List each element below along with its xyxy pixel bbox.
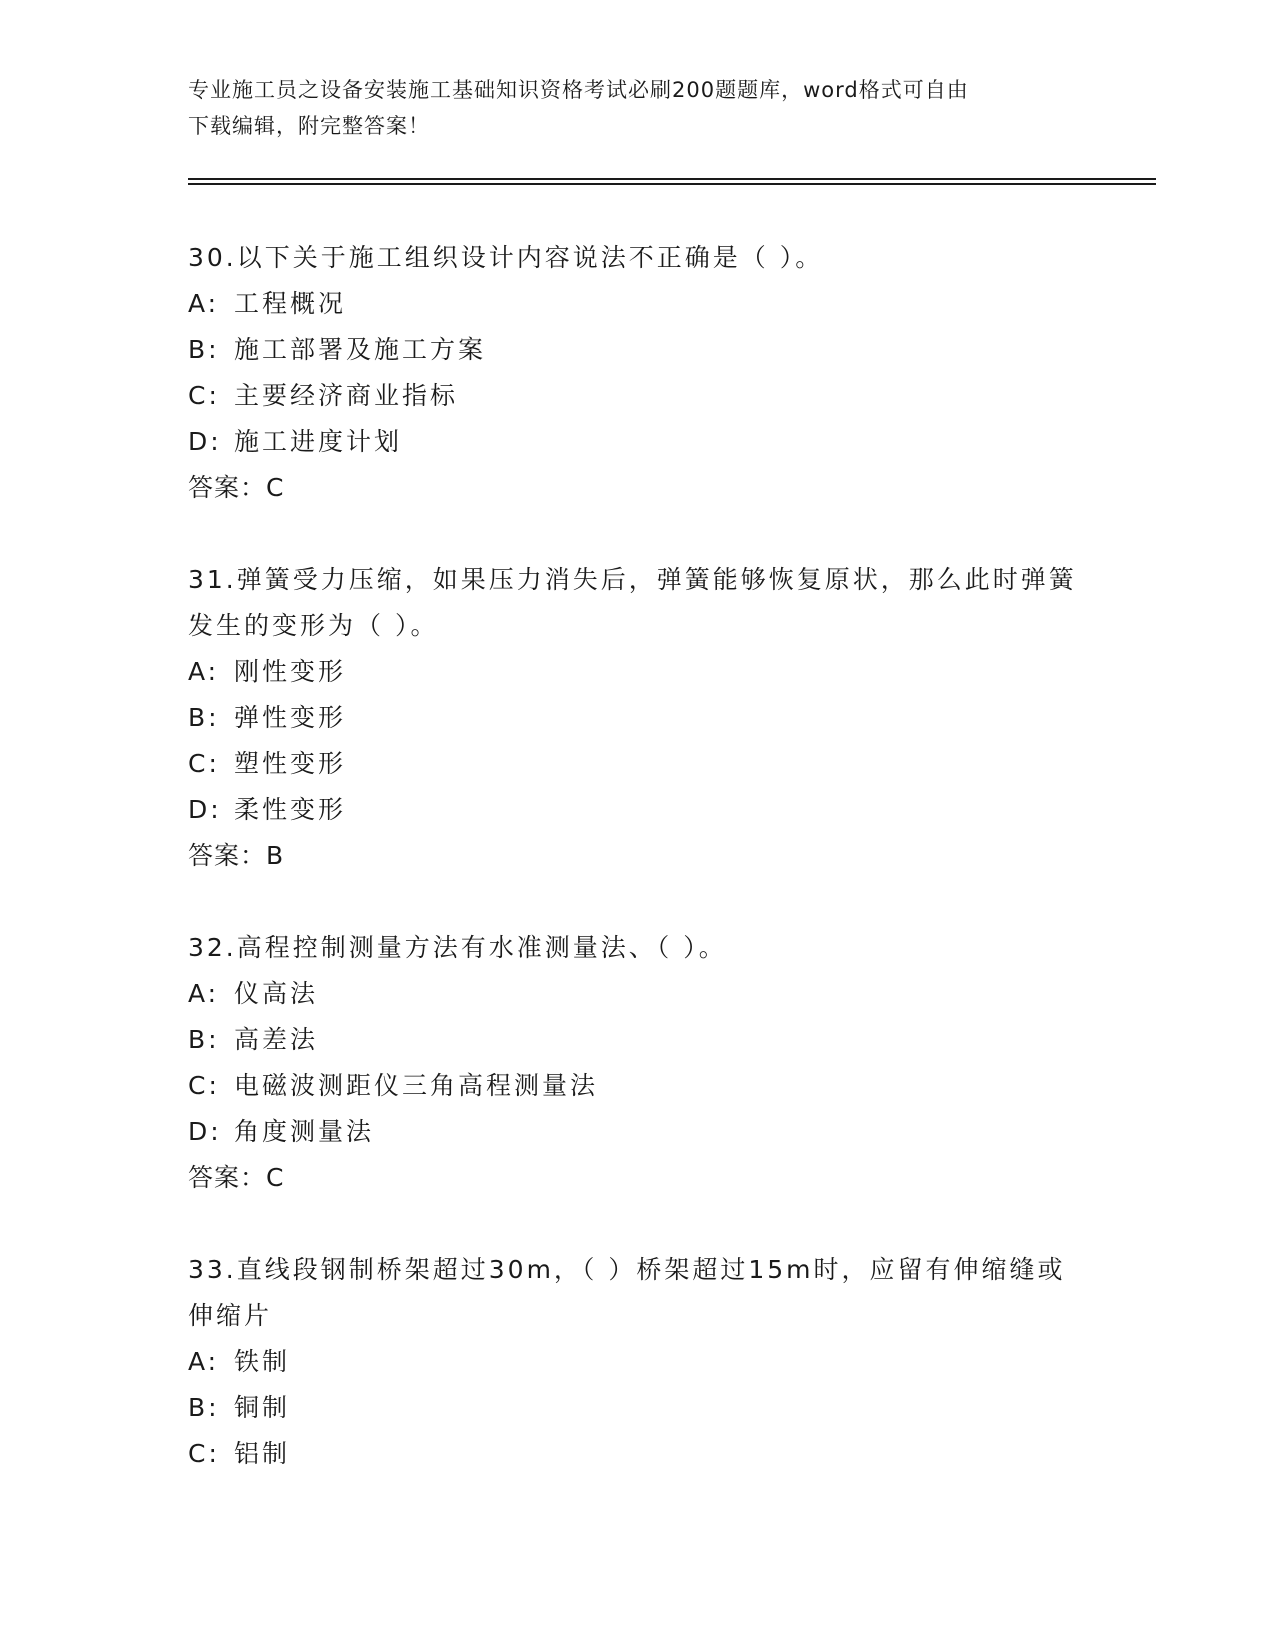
option-text: 角度测量法: [234, 1117, 375, 1146]
option-d: [188, 1109, 1088, 1155]
option-letter: B:: [188, 1025, 220, 1054]
option-letter: B:: [188, 335, 220, 364]
option-c: [188, 1431, 1088, 1477]
answer-line: 答案：C: [188, 473, 285, 502]
question-stem: 33.直线段钢制桥架超过30m，（ ）桥架超过15m时，应留有伸缩缝或伸缩片: [188, 1255, 1066, 1330]
option-letter: A:: [188, 979, 220, 1008]
option-letter: C:: [188, 1439, 220, 1468]
option-d: [188, 787, 1088, 833]
option-text: 主要经济商业指标: [234, 381, 459, 410]
option-c: [188, 741, 1088, 787]
option-letter: A:: [188, 1347, 220, 1376]
option-a: [188, 971, 1088, 1017]
option-letter: C:: [188, 381, 220, 410]
option-letter: D:: [188, 427, 222, 456]
document-header: [188, 72, 1088, 144]
option-letter: C:: [188, 749, 220, 778]
option-letter: B:: [188, 1393, 220, 1422]
header-intro-line-2: 下载编辑，附完整答案！: [188, 114, 430, 138]
question-31: [188, 557, 1088, 879]
option-text: 仪高法: [234, 979, 319, 1008]
option-letter: A:: [188, 289, 220, 318]
option-text: 高差法: [234, 1025, 319, 1054]
question-stem: 30.以下关于施工组织设计内容说法不正确是（ ）。: [188, 243, 824, 272]
header-divider-bottom: [188, 183, 1156, 185]
answer-line: 答案：B: [188, 841, 285, 870]
option-text: 施工进度计划: [234, 427, 403, 456]
header-divider-top: [188, 178, 1156, 180]
question-stem: 31.弹簧受力压缩，如果压力消失后，弹簧能够恢复原状，那么此时弹簧发生的变形为（ ）。: [188, 565, 1077, 640]
option-b: [188, 695, 1088, 741]
option-b: [188, 1385, 1088, 1431]
header-intro-line-1: 专业施工员之设备安装施工基础知识资格考试必刷200题题库，word格式可自由: [188, 78, 969, 102]
question-32: [188, 925, 1088, 1201]
option-c: [188, 373, 1088, 419]
option-text: 柔性变形: [234, 795, 347, 824]
answer-line: 答案：C: [188, 1163, 285, 1192]
option-letter: C:: [188, 1071, 220, 1100]
question-stem: 32.高程控制测量方法有水准测量法、（ ）。: [188, 933, 727, 962]
question-list: [188, 235, 1088, 1523]
option-text: 电磁波测距仪三角高程测量法: [234, 1071, 599, 1100]
option-a: [188, 281, 1088, 327]
option-letter: B:: [188, 703, 220, 732]
option-letter: A:: [188, 657, 220, 686]
option-text: 施工部署及施工方案: [234, 335, 487, 364]
option-text: 工程概况: [234, 289, 347, 318]
option-text: 弹性变形: [234, 703, 347, 732]
option-text: 塑性变形: [234, 749, 347, 778]
question-33: [188, 1247, 1088, 1477]
option-d: [188, 419, 1088, 465]
option-text: 铁制: [234, 1347, 291, 1376]
option-letter: D:: [188, 795, 222, 824]
option-text: 铝制: [234, 1439, 291, 1468]
option-c: [188, 1063, 1088, 1109]
option-a: [188, 1339, 1088, 1385]
option-text: 铜制: [234, 1393, 291, 1422]
option-letter: D:: [188, 1117, 222, 1146]
option-b: [188, 1017, 1088, 1063]
option-b: [188, 327, 1088, 373]
question-30: [188, 235, 1088, 511]
option-a: [188, 649, 1088, 695]
option-text: 刚性变形: [234, 657, 347, 686]
